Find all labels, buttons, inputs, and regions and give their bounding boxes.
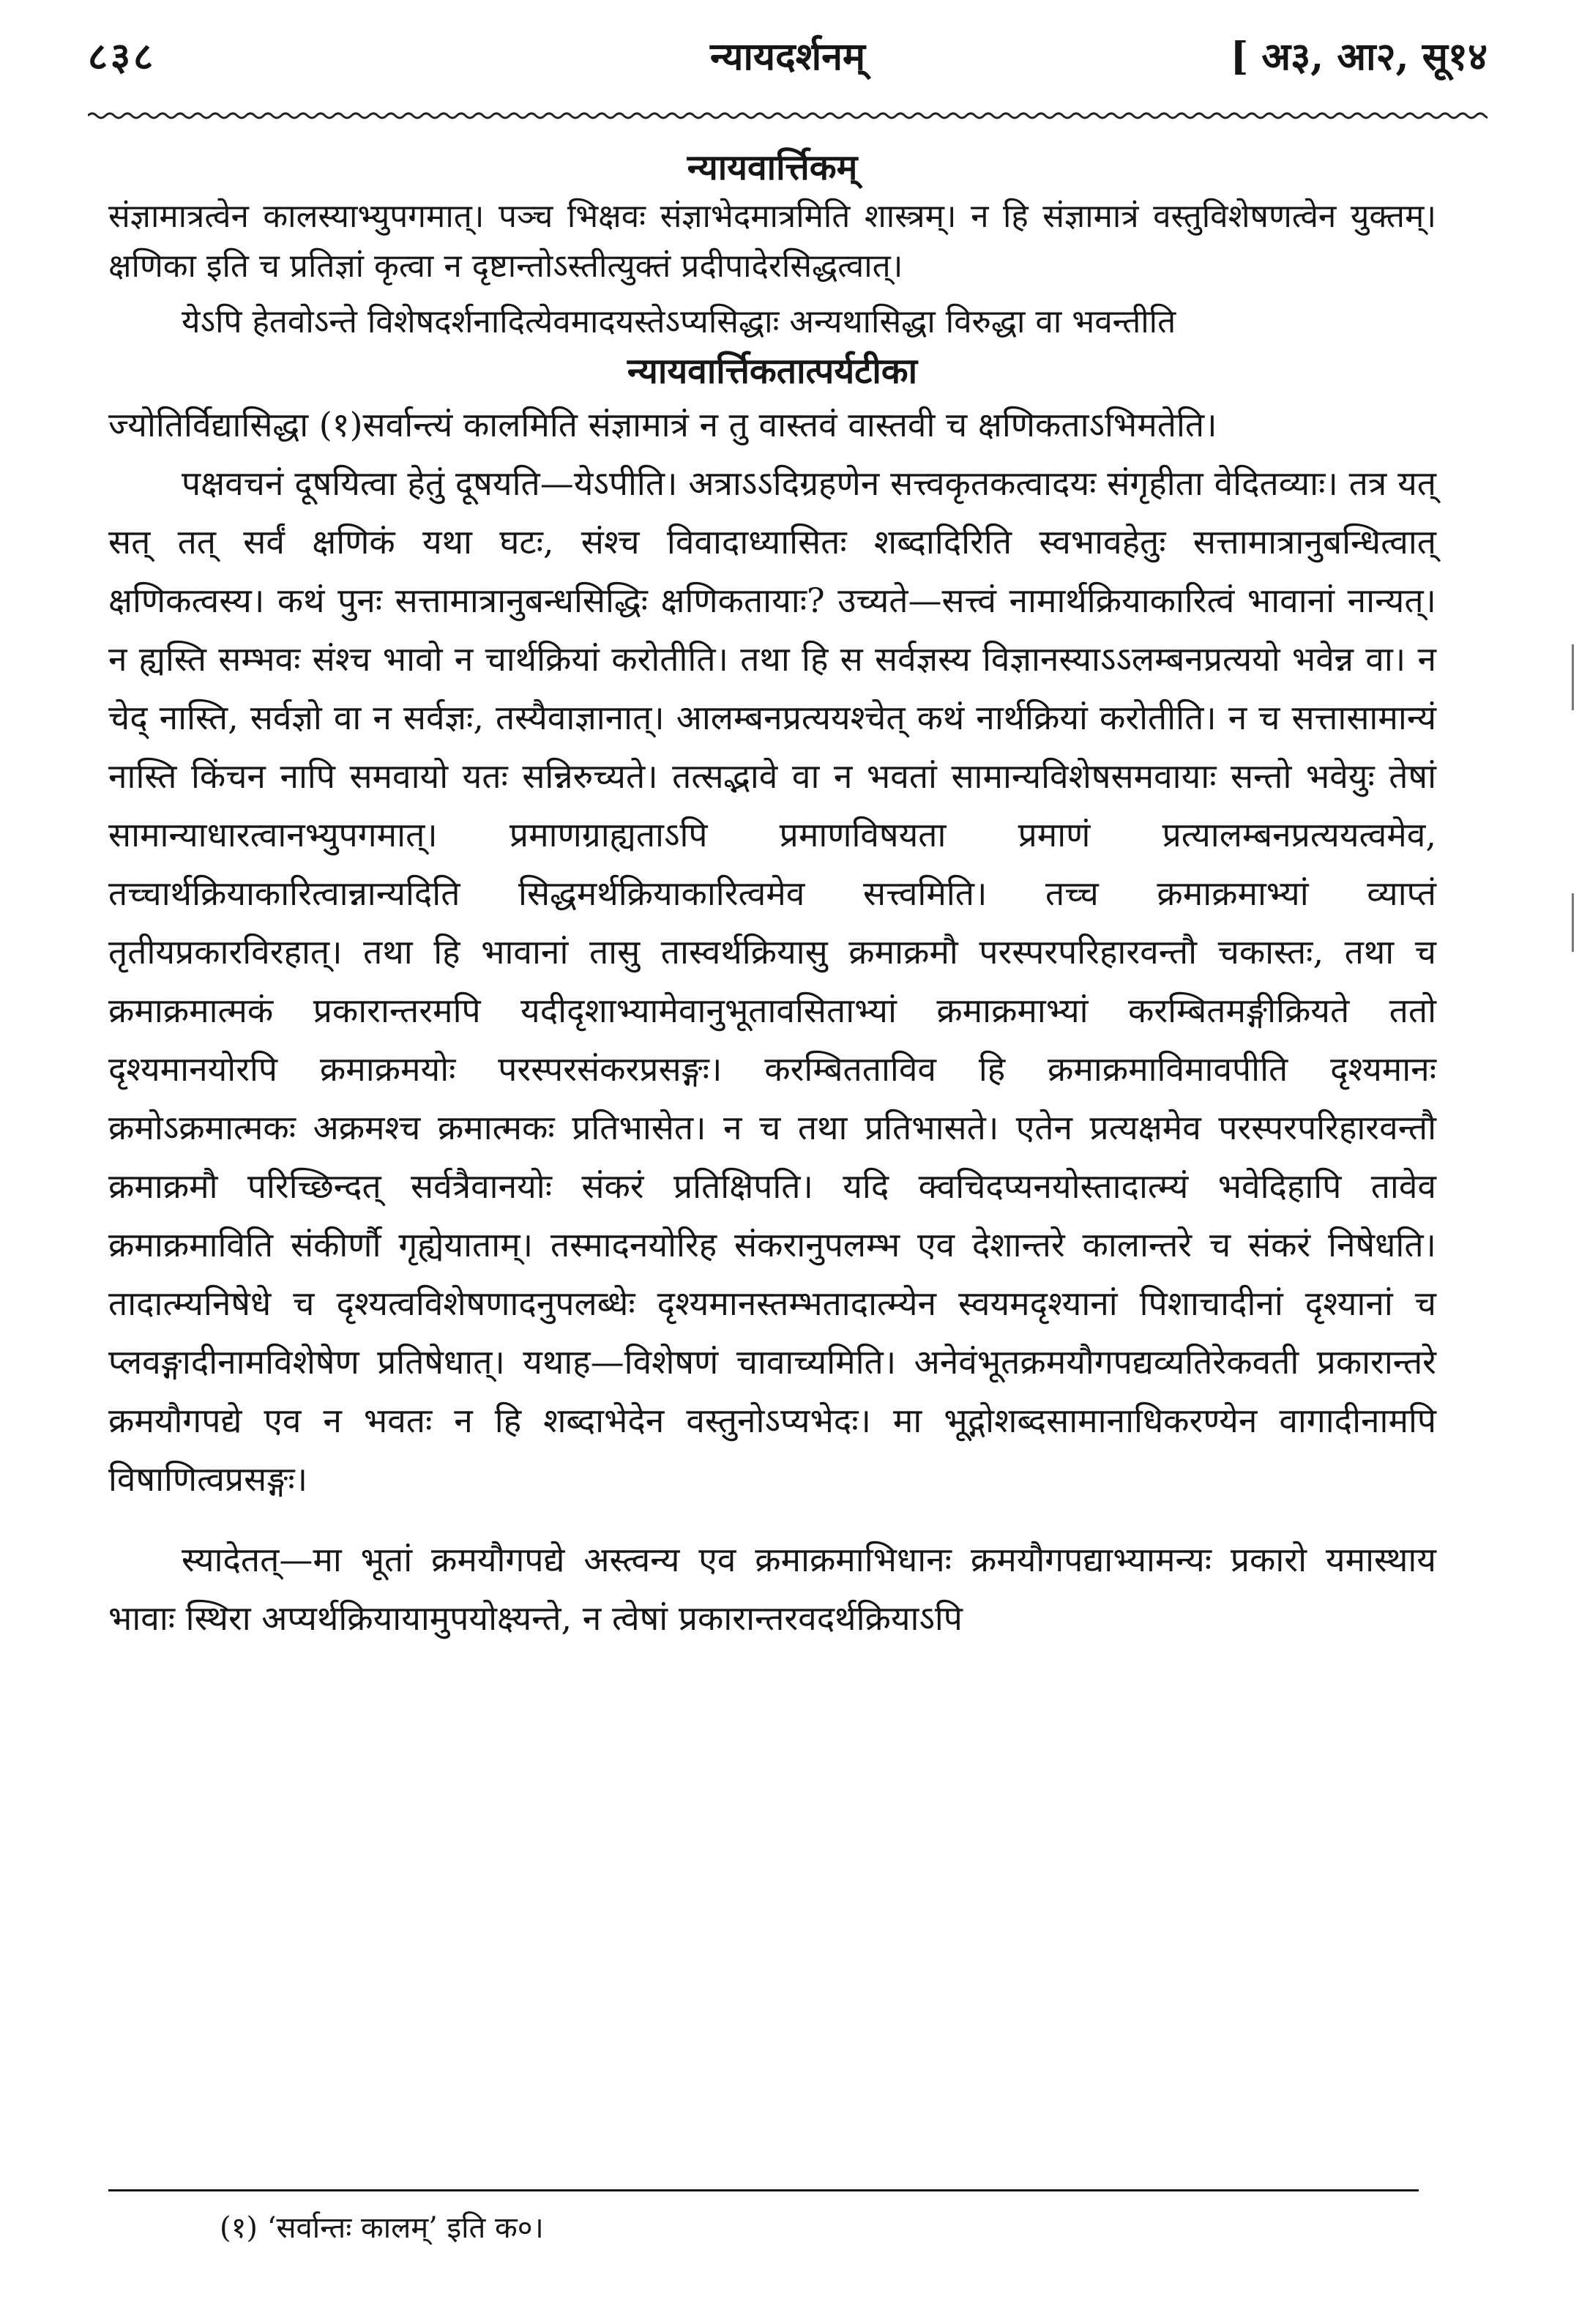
main-text [108, 144, 1436, 1647]
vartika-heading: न्यायवार्त्तिकम् [687, 147, 858, 188]
section-reference: [ अ३, आ२, सू१४ [1230, 34, 1488, 79]
vartika-section [108, 144, 1436, 347]
footnote: (१) ‘सर्वान्तः कालम्’ इति क०। [220, 2211, 544, 2245]
footnote-rule [108, 2189, 1419, 2191]
scan-edge-mark [1572, 893, 1574, 952]
page-number: ८३८ [88, 34, 157, 79]
tika-paragraph: स्यादेतत्—मा भूतां क्रमयौगपद्ये अस्त्वन्य एव क्रमाक्रमाभिधानः क्रमयौगपद्याभ्यामन्यः प्रकारो यमास्थाय भावाः स्थिरा अप्यर्थक्रियायामुपयोक्ष्यन्ते, न त्वेषां प्रकारान्तरवदर्थक्रियाऽपि [108, 1540, 1436, 1638]
page-header [88, 29, 1488, 103]
tika-paragraph: पक्षवचनं दूषयित्वा हेतुं दूषयति—येऽपीति। अत्राऽऽदिग्रहणेन सत्त्वकृतकत्वादयः संगृहीता वेदितव्याः। तत्र यत् सत् तत् सर्वं क्षणिकं यथा घटः, संश्च विवादाध्यासितः शब्दादिरिति स्वभावहेतुः सत्तामात्रानुबन्धित्वात् क्षणिकत्वस्य। कथं पुनः सत्तामात्रानुबन्धसिद्धिः क्षणिकतायाः? उच्यते—सत्त्वं नामार्थक्रियाकारित्वं भावानां नान्यत्। न ह्यस्ति सम्भवः संश्च भावो न चार्थक्रियां करोतीति। तथा हि स सर्वज्ञस्य विज्ञानस्याऽऽलम्बनप्रत्ययो भवेन्न वा। न चेद् नास्ति, सर्वज्ञो वा न सर्वज्ञः, तस्यैवाज्ञानात्। आलम्बनप्रत्ययश्चेत् कथं नार्थक्रियां करोतीति। न च सत्तासामान्यं नास्ति किंचन नापि समवायो यतः सन्निरुच्यते। तत्सद्भावे वा न भवतां सामान्यविशेषसमवायाः सन्तो भवेयुः तेषां सामान्याधारत्वानभ्युपगमात्। प्रमाणग्राह्यताऽपि प्रमाणविषयता प्रमाणं प्रत्यालम्बनप्रत्ययत्वमेव, तच्चार्थक्रियाकारित्वान्नान्यदिति सिद्धमर्थक्रियाकारित्वमेव सत्त्वमिति। तच्च क्रमाक्रमाभ्यां व्याप्तं तृतीयप्रकारविरहात्। तथा हि भावानां तासु तास्वर्थक्रियासु क्रमाक्रमौ परस्परपरिहारवन्तौ चकास्तः, तथा च क्रमाक्रमात्मकं प्रकारान्तरमपि यदीदृशाभ्यामेवानुभूतावसिताभ्यां क्रमाक्रमाभ्यां करम्बितमङ्गीक्रियते ततो दृश्यमानयोरपि क्रमाक्रमयोः परस्परसंकरप्रसङ्गः। करम्बितताविव हि क्रमाक्रमाविमावपीति दृश्यमानः क्रमोऽक्रमात्मकः अक्रमश्च क्रमात्मकः प्रतिभासेत। न च तथा प्रतिभासते। एतेन प्रत्यक्षमेव परस्परपरिहारवन्तौ क्रमाक्रमौ परिच्छिन्दत् सर्वत्रैवानयोः संकरं प्रतिक्षिपति। यदि क्वचिदप्यनयोस्तादात्म्यं भवेदिहापि तावेव क्रमाक्रमाविति संकीर्णौ गृह्येयाताम्। तस्मादनयोरिह संकरानुपलम्भ एव देशान्तरे कालान्तरे च संकरं निषेधति। तादात्म्यनिषेधे च दृश्यत्वविशेषणादनुपलब्धेः दृश्यमानस्तम्भतादात्म्येन स्वयमदृश्यानां पिशाचादीनां दृश्यानां च प्लवङ्गादीनामविशेषेण प्रतिषेधात्। यथाह—विशेषणं चावाच्यमिति। अनेवंभूतक्रमयौगपद्यव्यतिरेकवती प्रकारान्तरे क्रमयौगपद्ये एव न भवतः न हि शब्दाभेदेन वस्तुनोऽप्यभेदः। मा भूद्गोशब्दसामानाधिकरण्येन वागादीनामपि विषाणित्वप्रसङ्गः। [108, 463, 1436, 1499]
tika-paragraph: ज्योतिर्विद्यासिद्धा (१)सर्वान्त्यं कालमिति संज्ञामात्रं न तु वास्तवं वास्तवी च क्षणिकताऽभिमतेति। [108, 405, 1217, 444]
tika-heading: न्यायवार्त्तिकतात्पर्यटीका [627, 351, 918, 392]
tika-section [108, 347, 1436, 1647]
wavy-line-icon [88, 110, 1488, 122]
running-title: न्यायदर्शनम् [709, 34, 866, 79]
header-wavy-rule [88, 110, 1488, 122]
vartika-paragraph: येऽपि हेतवोऽन्ते विशेषदर्शनादित्येवमादयस्तेऽप्यसिद्धाः अन्यथासिद्धा विरुद्धा वा भवन्तीति [182, 303, 1176, 340]
scan-edge-mark [1572, 644, 1574, 710]
vartika-paragraph: संज्ञामात्रत्वेन कालस्याभ्युपगमात्। पञ्च भिक्षवः संज्ञाभेदमात्रमिति शास्त्रम्। न हि संज्ञामात्रं वस्तुविशेषणत्वेन युक्तम्। क्षणिका इति च प्रतिज्ञां कृत्वा न दृष्टान्तोऽस्तीत्युक्तं प्रदीपादेरसिद्धत्वात्। [108, 198, 1436, 285]
